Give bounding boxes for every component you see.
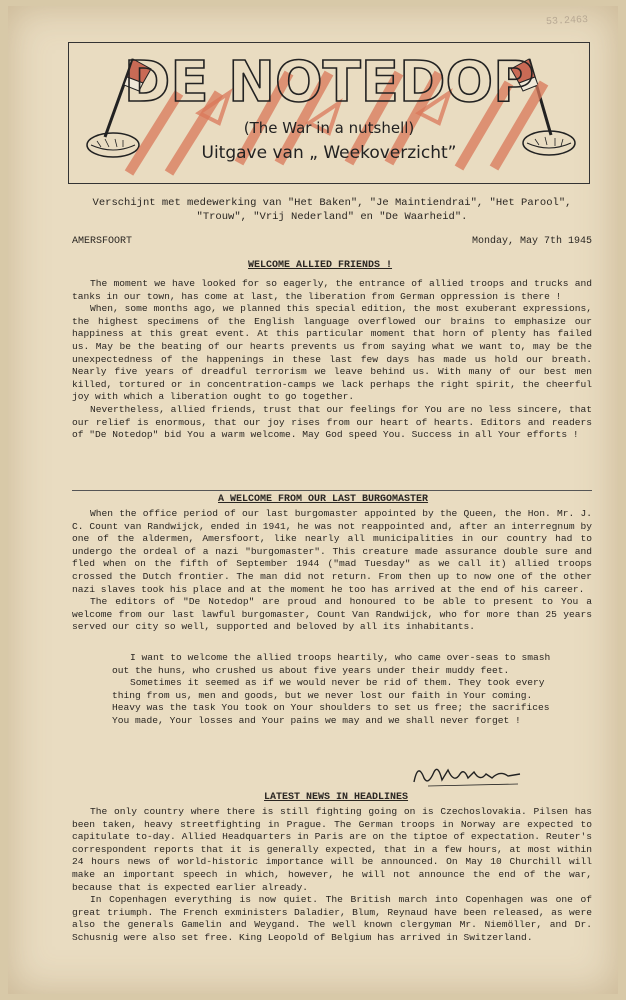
credits-line-2: "Trouw", "Vrij Nederland" en "De Waarheid". — [196, 211, 468, 223]
article1-heading: WELCOME ALLIED FRIENDS ! — [248, 260, 393, 271]
article1-paragraph: When, some months ago, we planned this special edition, the most exuberant expressions, the highest specimens of the English language overflowed our brains to emphasize our happiness at this great event. At this particular moment that horn of plenty has failed us. May be the beating of our hearts prevents us from saying what we want to, may be the unexpectedness of the happenings in these last few days has made us hold our breath. Nearly five years of dreadful terrorism we leave behind us. With many of our best men killed, tortured or in concentration-camps we lack perhaps the right spirit, the cheerful joy with which a liberation ought to go together. — [72, 303, 592, 403]
quote-paragraph: I want to welcome the allied troops heartily, who came over-seas to smash out the huns, who crushed us about five years under their muddy feet. — [112, 652, 551, 676]
signature-image — [408, 756, 528, 792]
article1-body — [72, 278, 592, 442]
newspaper-page — [8, 6, 618, 994]
article3-paragraph: The only country where there is still fighting going on is Czechoslovakia. Pilsen has been taken, heavy streetfighting in Prague. The German troops in Norway are expected to capitulate to-day. Allied Headquarters in Paris are on the tiptoe of expectation. Reuter's correspondent reports that it is generally expected, that in a few hours, at most within 24 hours news of world-historic importance will be announced. On May 10 Churchill will make an important speech in which, however, he will not announce the end of the war, because that is expected earlier already. — [72, 806, 592, 893]
archive-number: 53.2463 — [545, 14, 589, 29]
credits — [82, 196, 582, 224]
article1-paragraph: The moment we have looked for so eagerly, the entrance of allied troops and trucks and tanks in our town, has come at last, the liberation from German oppression is there ! — [72, 278, 592, 302]
burgomaster-quote — [112, 652, 552, 728]
masthead-subtitle: (The War in a nutshell) — [243, 119, 415, 137]
article2-body — [72, 508, 592, 634]
article3-body — [72, 806, 592, 945]
masthead — [68, 42, 590, 184]
article2-paragraph: When the office period of our last burgomaster appointed by the Queen, the Hon. Mr. J. C. Count van Randwijck, ended in 1941, he was not reappointed and, after an interregnum by one of the aldermen, Amersfoort, like nearly all municipalities in our country had to undergo the ordeal of a nazi "burgomaster". This creature made assurance double sure and fled when on the fifth of September 1944 ("mad Tuesday" as we call it) allied troops crossed the Dutch frontier. The man did not return. From then up to now one of the other nazi slaves took his place and at the moment he too has arrived at the end of his career. — [72, 508, 592, 595]
article3-paragraph: In Copenhagen everything is now quiet. The British march into Copenhagen was one of great triumph. The French exministers Daladier, Blum, Reynaud have been released, as were also the generals Gamelin and Weygand. The well known clergyman Mr. Niemöller, and Dr. Schusnig were also set free. King Leopold of Belgium has arrived in Switzerland. — [72, 894, 592, 943]
dateline — [72, 236, 592, 247]
article1-paragraph: Nevertheless, allied friends, trust that our feelings for You are no less sincere, that our relief is enormous, that our joy rises from our heart of hearts. Editors and readers of "De Notedop" bid You a warm welcome. May God speed You. Success in all Your efforts ! — [72, 403, 592, 441]
article2-heading: A WELCOME FROM OUR LAST BURGOMASTER — [218, 494, 429, 505]
masthead-publisher: Uitgave van „ Weekoverzicht” — [201, 143, 457, 163]
quote-paragraph: Sometimes it seemed as if we would never be rid of them. They took every thing from us, men and goods, but we never lost our faith in Your coming. Heavy was the task You took on Your shoulders to set us free; the sacrifices You made, Your losses and Your pains we may and we shall never forget ! — [112, 677, 550, 726]
credits-line-1: Verschijnt met medewerking van "Het Baken", "Je Maintiendrai", "Het Parool", — [92, 197, 572, 209]
dateline-place: AMERSFOORT — [72, 236, 133, 247]
section-divider — [72, 490, 592, 491]
title-text: DE NOTEDOP — [123, 50, 535, 115]
masthead-title — [123, 50, 535, 115]
dateline-date: Monday, May 7th 1945 — [471, 236, 592, 247]
article2-paragraph: The editors of "De Notedop" are proud and honoured to be able to present to You a welcome from our last lawful burgomaster, Count Van Randwijck, who for more than 25 years served our city so well, supported and beloved by all its inhabitants. — [72, 596, 592, 633]
article3-heading: LATEST NEWS IN HEADLINES — [264, 792, 409, 803]
